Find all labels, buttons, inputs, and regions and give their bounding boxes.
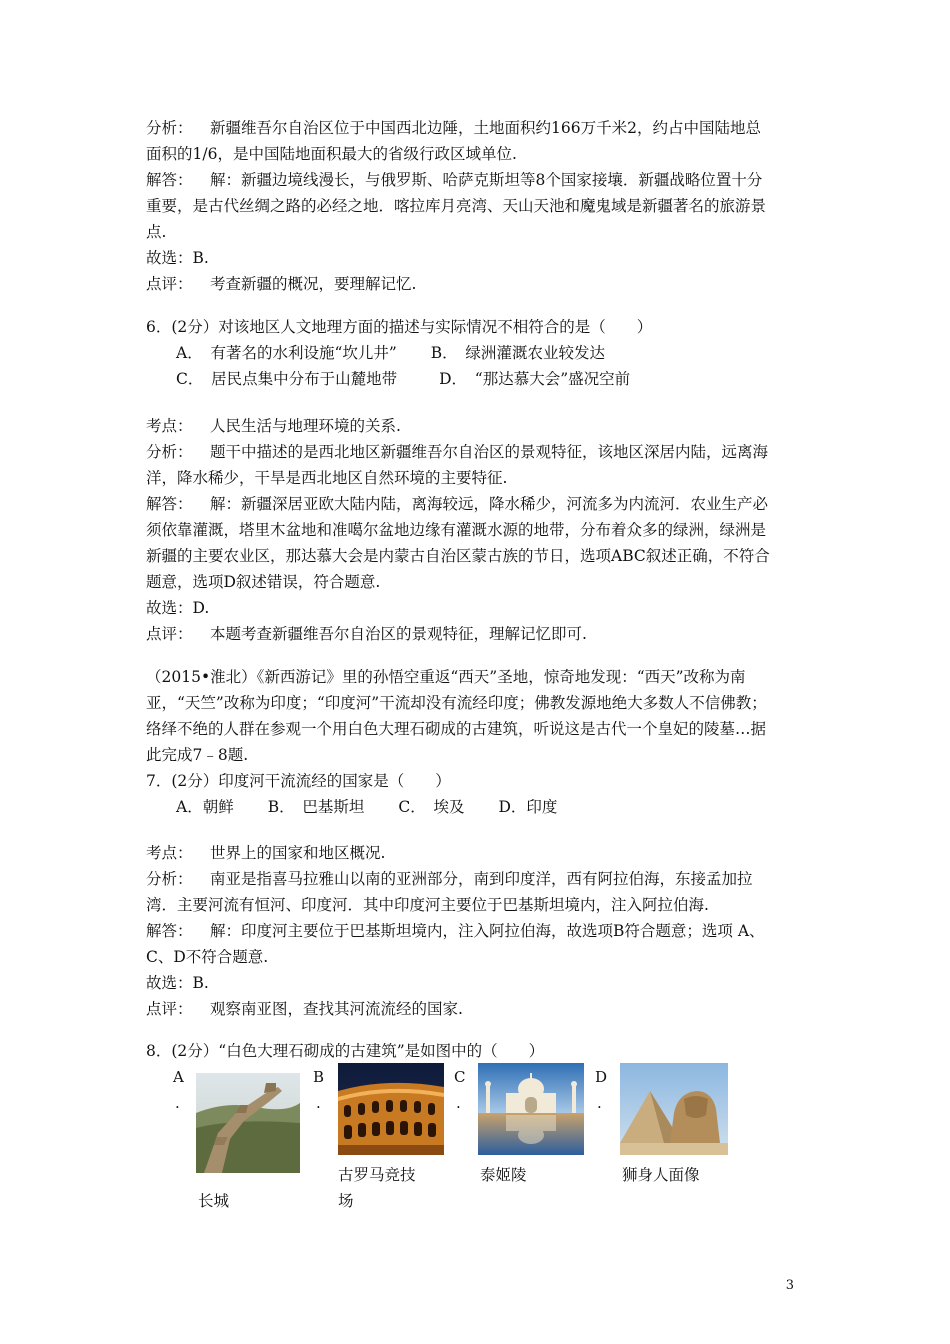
q6-stem: 6．(2分）对该地区人文地理方面的描述与实际情况不相符合的是（ ）	[146, 318, 653, 336]
page-number: 3	[785, 1278, 794, 1293]
q7-comment: 点评： 观察南亚图，查找其河流流经的国家.	[146, 1000, 463, 1018]
q8-option-b-caption2: 场	[338, 1192, 354, 1210]
q8-option-d-caption: 狮身人面像	[622, 1166, 700, 1184]
q6-comment: 点评： 本题考查新疆维吾尔自治区的景观特征，理解记忆即可.	[146, 625, 587, 643]
passage-line2: 亚，“天竺”改称为印度；“印度河”干流却没有流经印度；佛教发源地绝大多数人不信佛教；	[146, 694, 767, 712]
q6-analysis-line1: 分析： 题干中描述的是西北地区新疆维吾尔自治区的景观特征，该地区深居内陆，远离海	[146, 443, 769, 461]
passage-line1: （2015•淮北）《新西游记》里的孙悟空重返“西天”圣地，惊奇地发现：“西天”改称为南	[146, 668, 746, 686]
q7-answer-line2: C、D不符合题意.	[146, 948, 269, 966]
q6-choice: 故选：D.	[146, 599, 210, 617]
q6-point: 考点： 人民生活与地理环境的关系.	[146, 417, 401, 435]
q8-option-a-letter: A	[173, 1068, 184, 1086]
colosseum-image	[338, 1063, 444, 1155]
q5-answer-line1: 解答： 解：新疆边境线漫长，与俄罗斯、哈萨克斯坦等8个国家接壤．新疆战略位置十分	[146, 171, 763, 189]
q8-option-b-letter: B	[313, 1068, 325, 1086]
q5-comment: 点评： 考查新疆的概况，要理解记忆.	[146, 275, 417, 293]
q6-answer-line2: 须依靠灌溉，塔里木盆地和准噶尔盆地边缘有灌溉水源的地带，分布着众多的绿洲，绿洲是	[146, 521, 767, 539]
q7-options: A．朝鲜 B． 巴基斯坦 C． 埃及 D．印度	[176, 798, 558, 816]
q6-answer-line3: 新疆的主要农业区，那达慕大会是内蒙古自治区蒙古族的节日，选项ABC叙述正确，不符合	[146, 547, 770, 565]
q5-answer-line3: 点.	[146, 223, 167, 241]
q7-point: 考点： 世界上的国家和地区概况.	[146, 844, 386, 862]
taj-mahal-image	[478, 1063, 584, 1155]
q7-stem: 7．(2分）印度河干流流经的国家是（ ）	[146, 772, 451, 790]
q6-answer-line1: 解答： 解：新疆深居亚欧大陆内陆，离海较远，降水稀少，河流多为内流河．农业生产必	[146, 495, 769, 513]
q8-option-c-dot: .	[456, 1094, 461, 1112]
q8-stem: 8．(2分）“白色大理石砌成的古建筑”是如图中的（ ）	[146, 1042, 545, 1060]
q7-answer-line1: 解答： 解：印度河主要位于巴基斯坦境内，注入阿拉伯海，故选项B符合题意；选项 A、	[146, 922, 765, 940]
q8-option-a-caption: 长城	[198, 1192, 230, 1210]
q5-analysis-line2: 面积的1/6，是中国陆地面积最大的省级行政区域单位.	[146, 145, 517, 163]
q8-option-b-caption1: 古罗马竞技	[338, 1166, 416, 1184]
q6-options-cd: C． 居民点集中分布于山麓地带 D． “那达慕大会”盛况空前	[176, 370, 631, 388]
q7-analysis-line1: 分析： 南亚是指喜马拉雅山以南的亚洲部分，南到印度洋，西有阿拉伯海，东接孟加拉	[146, 870, 753, 888]
q8-option-a-dot: .	[175, 1094, 180, 1112]
q6-analysis-line2: 洋，降水稀少，干旱是西北地区自然环境的主要特征.	[146, 469, 508, 487]
q6-options-ab: A． 有著名的水利设施“坎儿井” B． 绿洲灌溉农业较发达	[176, 344, 605, 362]
q5-choice: 故选：B.	[146, 249, 209, 267]
q6-answer-line4: 题意，选项D叙述错误，符合题意.	[146, 573, 381, 591]
great-wall-image	[196, 1073, 300, 1173]
sphinx-image	[620, 1063, 728, 1155]
q8-option-d-dot: .	[597, 1094, 602, 1112]
q8-option-d-letter: D	[595, 1068, 608, 1086]
q8-option-c-caption: 泰姬陵	[480, 1166, 527, 1184]
q8-option-c-letter: C	[454, 1068, 466, 1086]
passage-line4: 此完成7﹣8题.	[146, 746, 249, 764]
q7-analysis-line2: 湾．主要河流有恒河、印度河．其中印度河主要位于巴基斯坦境内，注入阿拉伯海.	[146, 896, 709, 914]
q8-option-b-dot: .	[316, 1094, 321, 1112]
q5-answer-line2: 重要，是古代丝绸之路的必经之地．喀拉库月亮湾、天山天池和魔鬼域是新疆著名的旅游景	[146, 197, 767, 215]
passage-line3: 络绎不绝的人群在参观一个用白色大理石砌成的古建筑，听说这是古代一个皇妃的陵墓…据	[146, 720, 767, 738]
q5-analysis-line1: 分析： 新疆维吾尔自治区位于中国西北边陲，土地面积约166万千米2，约占中国陆地总	[146, 119, 761, 137]
q7-choice: 故选：B.	[146, 974, 209, 992]
